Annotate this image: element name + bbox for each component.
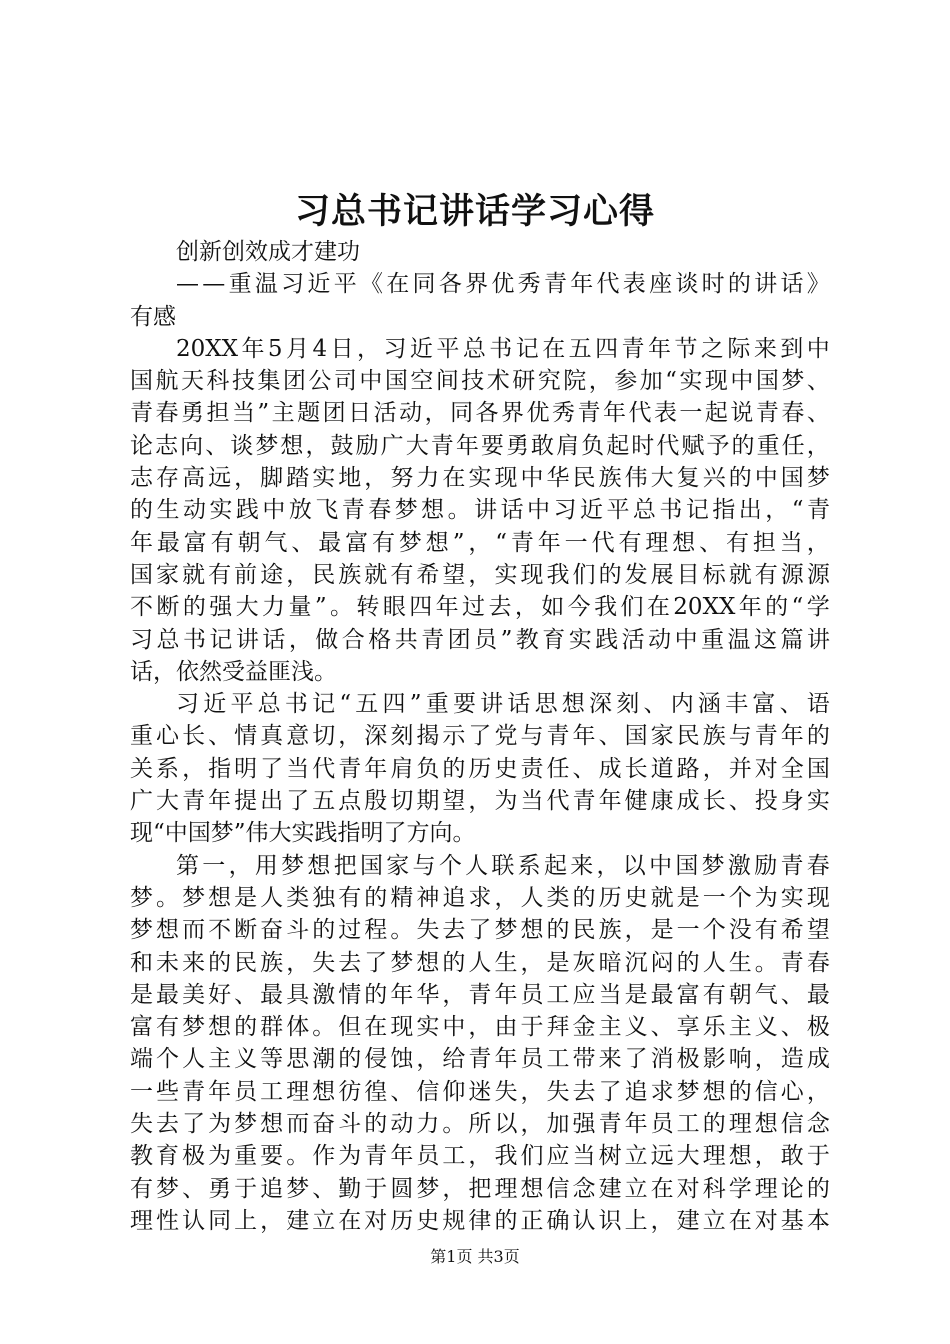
text-line: 有感 [130,303,176,330]
text-line: 广 大 青 年 提 出 了 五 点 殷 切 期 望 ， 为 当 代 青 年 健 康 成 长 、 投 身 实 [130,788,830,815]
text-line: 20XX 年 5 月 4 日 ， 习 近 平 总 书 记 在 五 四 青 年 节 之 际 来 到 中 [176,335,830,362]
text-line: 志 存 高 远 ， 脚 踏 实 地 ， 努 力 在 实 现 中 华 民 族 伟 大 复 兴 的 中 国 梦 [130,465,830,492]
text-line: 国 航 天 科 技 集 团 公 司 中 国 空 间 技 术 研 究 院 ， 参 加 “ 实 现 中 国 梦 、 [130,368,830,395]
text-line: 有 梦 、 勇 于 追 梦 、 勤 于 圆 梦 ， 把 理 想 信 念 建 立 在 对 科 学 理 论 的 [130,1175,830,1202]
text-line: 重 心 长 、 情 真 意 切 ， 深 刻 揭 示 了 党 与 青 年 、 国 家 民 族 与 青 年 的 [130,723,830,750]
text-line: 梦 想 而 不 断 奋 斗 的 过 程 。 失 去 了 梦 想 的 民 族 ， 是 一 个 没 有 希 望 [130,917,830,944]
text-line: 富 有 梦 想 的 群 体 。 但 在 现 实 中 ， 由 于 拜 金 主 义 、 享 乐 主 义 、 极 [130,1014,830,1041]
text-line: 教 育 极 为 重 要 。 作 为 青 年 员 工 ， 我 们 应 当 树 立 远 大 理 想 ， 敢 于 [130,1143,830,1170]
text-line: 关 系 ， 指 明 了 当 代 青 年 肩 负 的 历 史 责 任 、 成 长 道 路 ， 并 对 全 国 [130,755,830,782]
text-line: 国 家 就 有 前 途 ， 民 族 就 有 希 望 ， 实 现 我 们 的 发 展 目 标 就 有 源 源 [130,561,830,588]
document-body [130,236,830,1237]
document-title: 习总书记讲话学习心得 [294,192,655,232]
text-line: 习 近 平 总 书 记 “ 五 四 ” 重 要 讲 话 思 想 深 刻 、 内 涵 丰 富 、 语 [176,691,830,718]
text-line: 不 断 的 强 大 力 量 ” 。 转 眼 四 年 过 去 ， 如 今 我 们 在 20XX 年 的 “ 学 [130,594,830,621]
text-line: 话，依然受益匪浅。 [130,658,337,685]
text-line: 现“中国梦”伟大实践指明了方向。 [130,820,476,847]
text-line: 创新创效成才建功 [176,239,360,265]
text-line: 端 个 人 主 义 等 思 潮 的 侵 蚀 ， 给 青 年 员 工 带 来 了 消 极 影 响 ， 造 成 [130,1046,830,1073]
text-line: 习 总 书 记 讲 话 ， 做 合 格 共 青 团 员 ” 教 育 实 践 活 动 中 重 温 这 篇 讲 [130,626,830,653]
text-line: 是 最 美 好 、 最 具 激 情 的 年 华 ， 青 年 员 工 应 当 是 最 富 有 朝 气 、 最 [130,981,830,1008]
text-line: 理 性 认 同 上 ， 建 立 在 对 历 史 规 律 的 正 确 认 识 上 ， 建 立 在 对 基 本 [130,1207,830,1234]
text-line: 年 最 富 有 朝 气 、 最 富 有 梦 想 ” ， “ 青 年 一 代 有 理 想 、 有 担 当 ， [130,529,830,556]
text-line: 的 生 动 实 践 中 放 飞 青 春 梦 想 。 讲 话 中 习 近 平 总 书 记 指 出 ， “ 青 [130,497,830,524]
text-line: 青 春 勇 担 当 ” 主 题 团 日 活 动 ， 同 各 界 优 秀 青 年 代 表 一 起 说 青 春 、 [130,400,830,427]
text-line: 梦 。 梦 想 是 人 类 独 有 的 精 神 追 求 ， 人 类 的 历 史 就 是 一 个 为 实 现 [130,884,830,911]
text-line: 和 未 来 的 民 族 ， 失 去 了 梦 想 的 人 生 ， 是 灰 暗 沉 闷 的 人 生 。 青 春 [130,949,830,976]
text-line: 失 去 了 为 梦 想 而 奋 斗 的 动 力 。 所 以 ， 加 强 青 年 员 工 的 理 想 信 念 [130,1111,830,1138]
text-line: — — 重 温 习 近 平 《 在 同 各 界 优 秀 青 年 代 表 座 谈 时 的 讲 话 》 [176,271,830,298]
text-line: 论 志 向 、 谈 梦 想 ， 鼓 励 广 大 青 年 要 勇 敢 肩 负 起 时 代 赋 予 的 重 任 ， [130,432,830,459]
text-line: 一 些 青 年 员 工 理 想 彷 徨 、 信 仰 迷 失 ， 失 去 了 追 求 梦 想 的 信 心 ， [130,1078,830,1105]
page-footer: 第1页 共3页 [430,1247,520,1266]
text-line: 第 一 ， 用 梦 想 把 国 家 与 个 人 联 系 起 来 ， 以 中 国 梦 激 励 青 春 [176,852,830,879]
